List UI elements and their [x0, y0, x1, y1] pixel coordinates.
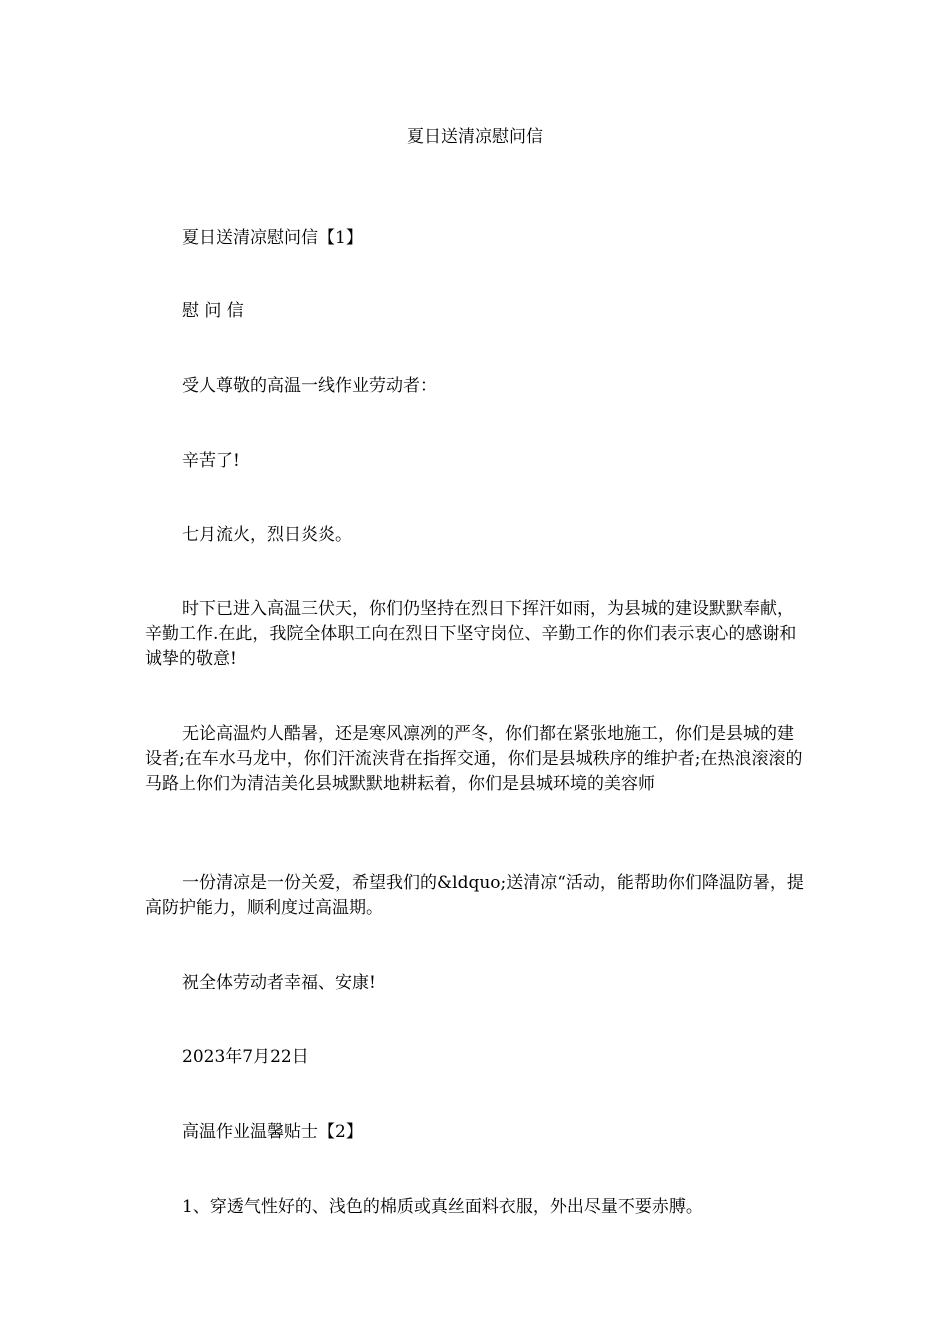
letter-closing: 祝全体劳动者幸福、安康! — [182, 973, 376, 993]
letter-date: 2023年7月22日 — [182, 1047, 309, 1067]
letter-heading: 慰 问 信 — [182, 301, 244, 321]
letter-salutation: 受人尊敬的高温一线作业劳动者： — [182, 376, 437, 396]
letter-greeting: 辛苦了! — [182, 451, 240, 471]
letter-paragraph: 七月流火，烈日炎炎。 — [182, 525, 352, 545]
section-heading-1: 夏日送清凉慰问信【1】 — [182, 228, 363, 248]
document-title: 夏日送清凉慰问信 — [407, 127, 543, 147]
letter-paragraph: 一份清凉是一份关爱，希望我们的&ldquo;送清凉“活动，能帮助你们降温防暑，提高防护能力，顺利度过高温期。 — [145, 873, 804, 918]
tip-item: 1、穿透气性好的、浅色的棉质或真丝面料衣服，外出尽量不要赤膊。 — [182, 1197, 703, 1217]
letter-paragraph: 时下已进入高温三伏天，你们仍坚持在烈日下挥汗如雨，为县城的建设默默奉献，辛勤工作.在此，我院全体职工向在烈日下坚守岗位、辛勤工作的你们表示衷心的感谢和诚挚的敬意! — [145, 599, 797, 669]
section-heading-2: 高温作业温馨贴士【2】 — [182, 1122, 363, 1142]
letter-paragraph: 无论高温灼人酷暑，还是寒风凛冽的严冬，你们都在紧张地施工，你们是县城的建设者;在车水马龙中，你们汗流浃背在指挥交通，你们是县城秩序的维护者;在热浪滚滚的马路上你们为清洁美化县城默默地耕耘着，你们是县城环境的美容师 — [145, 724, 803, 794]
